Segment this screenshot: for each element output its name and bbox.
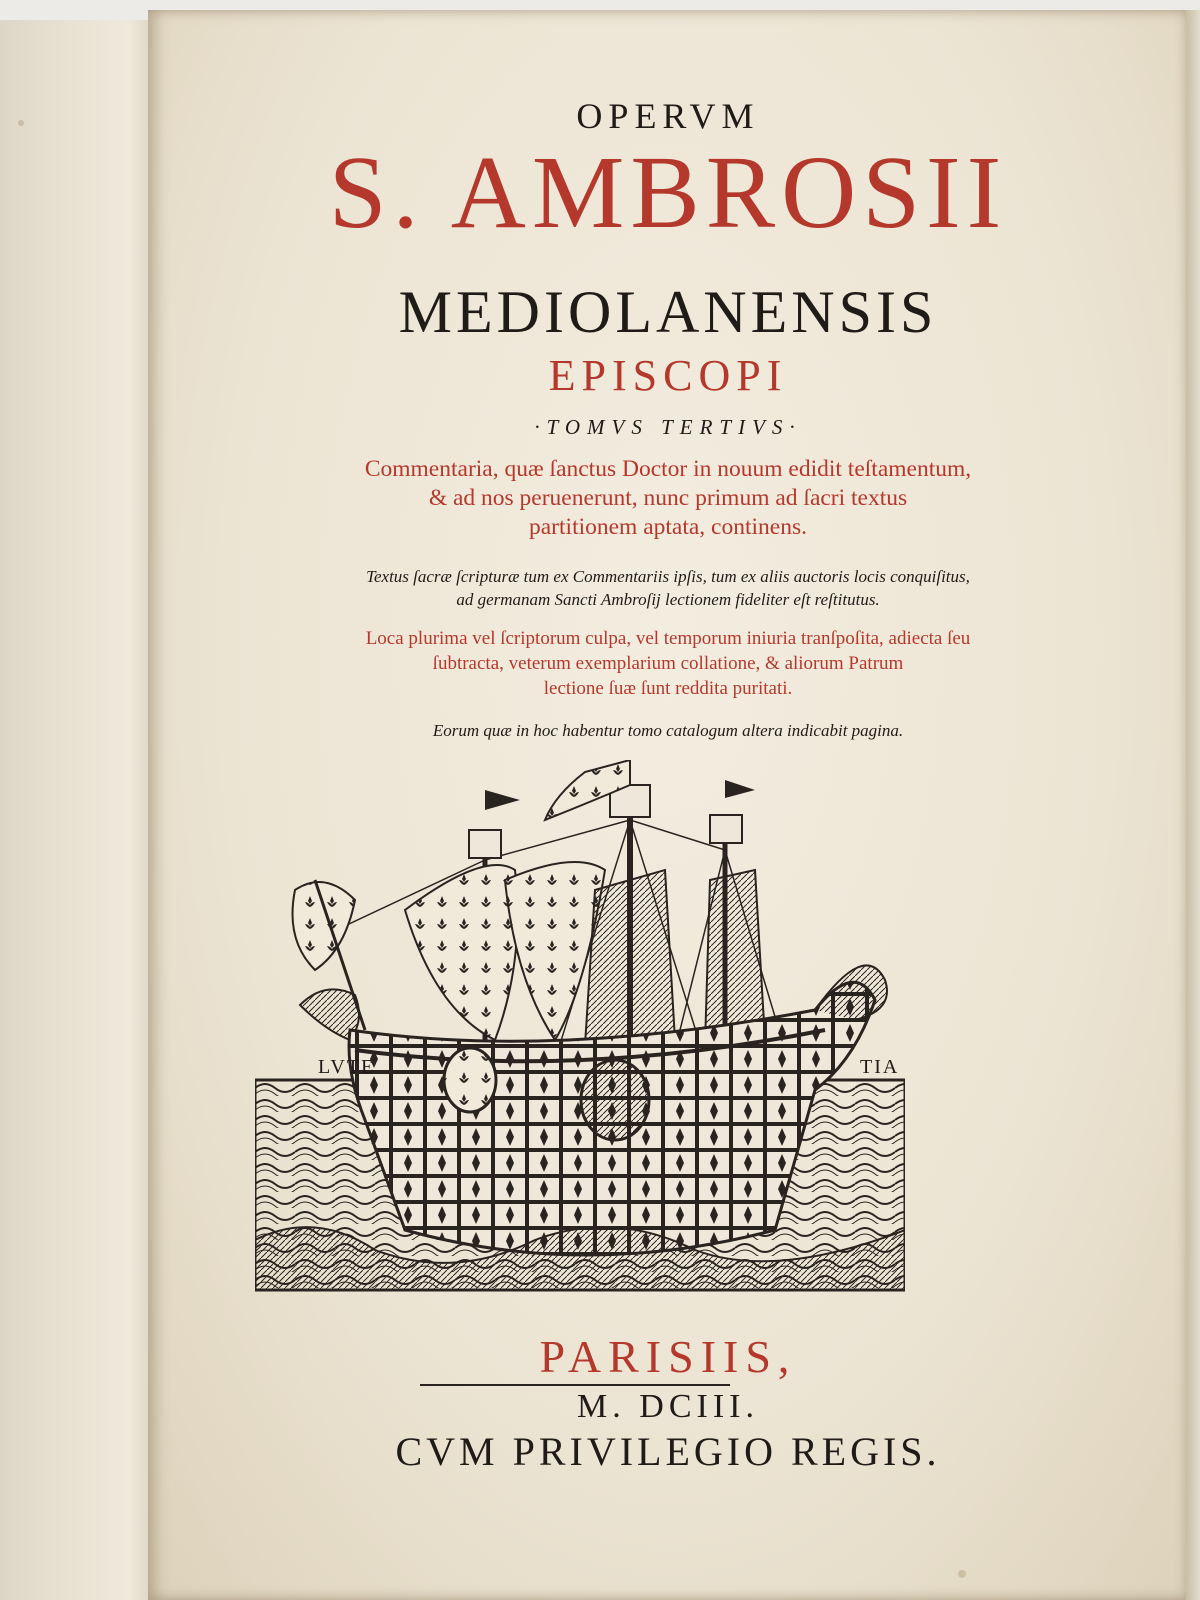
fore-top xyxy=(469,830,501,858)
imprint-year: M. DCIII. xyxy=(577,1388,759,1425)
woodcut-label-right: TIA xyxy=(860,1056,900,1078)
contents-line: Commentaria, quæ ſanctus Doctor in nouum edidit teſtamentum, xyxy=(364,456,972,482)
title-office: EPISCOPI xyxy=(548,351,788,400)
title-see: MEDIOLANENSIS xyxy=(398,279,938,345)
textus-line: Textus ſacræ ſcripturæ tum ex Commentariis ipſis, tum ex aliis auctoris locis conquiſitus, xyxy=(366,567,970,586)
title-author: S. AMBROSII xyxy=(328,135,1008,250)
mizzen-top xyxy=(710,815,742,843)
woodcut-label-left: LVTE xyxy=(318,1056,376,1078)
fore-sail xyxy=(405,865,518,1040)
mizzen-rigging xyxy=(705,870,765,1045)
volume-line: ·TOMVS TERTIVS· xyxy=(534,415,802,439)
shroud-ladder xyxy=(585,870,675,1045)
left-endpaper xyxy=(0,20,161,1600)
mizzen-pennant xyxy=(725,780,755,815)
ship-woodcut xyxy=(255,760,905,1300)
loca-line: ſubtracta, veterum exemplarium collatione, & aliorum Patrum xyxy=(432,653,904,674)
catalog-note: Eorum quæ in hoc habentur tomo catalogum altera indicabit pagina. xyxy=(432,721,904,740)
imprint-city: PARISIIS, xyxy=(539,1331,797,1382)
page-edge xyxy=(1186,10,1200,1600)
coat-of-arms-left xyxy=(444,1048,496,1112)
bow-flag xyxy=(293,882,356,970)
foxing-spot xyxy=(18,120,24,126)
textus-line: ad germanam Sancti Ambroſij lectionem fideliter eſt reſtitutus. xyxy=(456,590,880,609)
privilege-line: CVM PRIVILEGIO REGIS. xyxy=(395,1429,941,1474)
fore-pennant xyxy=(485,790,520,830)
stern-scroll xyxy=(815,965,887,1020)
imprint-rule xyxy=(420,1384,730,1386)
loca-line: Loca plurima vel ſcriptorum culpa, vel temporum iniuria tranſpoſita, adiecta ſeu xyxy=(365,628,971,649)
foxing-spot xyxy=(958,1570,966,1578)
coat-of-arms-center xyxy=(581,1060,649,1140)
loca-line: lectione ſuæ ſunt reddita puritati. xyxy=(543,678,793,699)
contents-line: & ad nos peruenerunt, nunc primum ad ſacri textus xyxy=(428,485,908,511)
title-operum: OPERVM xyxy=(576,96,760,136)
contents-line: partitionem aptata, continens. xyxy=(529,514,807,540)
